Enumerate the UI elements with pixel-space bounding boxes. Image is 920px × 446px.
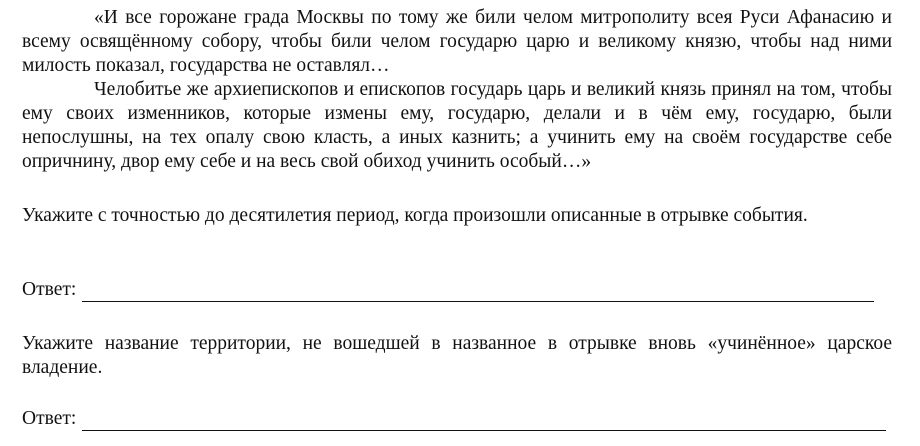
answer-1-label: Ответ: [22,279,77,300]
answer-2-label: Ответ: [22,408,77,429]
answer-1-line[interactable] [82,283,874,302]
answer-2-row [22,407,886,431]
excerpt-paragraph-1: «И все горожане града Москвы по тому же били челом митрополиту всея Руси Афанасию и всему освящённому собору, чтобы били челом государю царю и великому князю, чтобы над ними милость показал, государства не оставлял… [22,7,892,76]
question-1-text: Укажите с точностью до десятилетия период, когда произошли описанные в отрывке события. [22,205,808,226]
answer-2-line[interactable] [82,412,886,431]
excerpt-paragraph-2: Челобитье же архиепископов и епископов государь царь и великий князь принял на том, чтобы ему своих изменников, которые измены ему, государю, делали и в чём ему, государю, были непослушны, на тех опалу свою класть, а иных казнить; а учинить ему на своём государстве себе опричнину, двор ему себе и на весь свой обиход учинить особый…» [22,79,892,172]
source-excerpt [22,6,892,174]
answer-1-row [22,278,874,302]
question-2-text: Укажите название территории, не вошедшей в названное в отрывке вновь «учинённое» царское владение. [22,333,892,378]
